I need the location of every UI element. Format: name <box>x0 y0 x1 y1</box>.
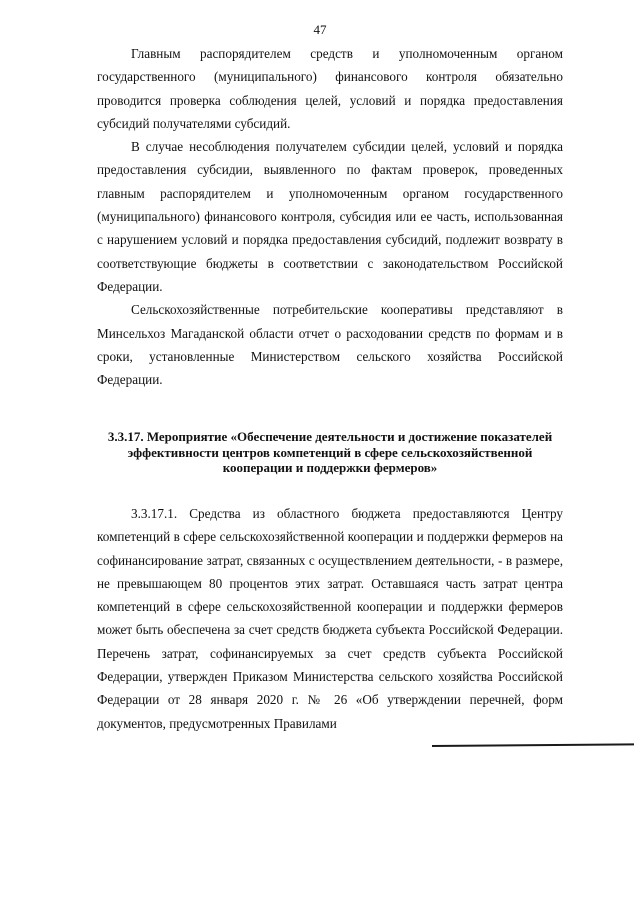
section-heading <box>97 429 563 476</box>
paragraph-control-check: Главным распорядителем средств и уполномоченным органом государственного (муниципального) финансового контроля обязательно проводится проверка соблюдения целей, условий и порядка предоставления субсидий получателями субсидий. <box>97 46 563 131</box>
page-number: 47 <box>313 22 327 37</box>
spacer <box>97 391 563 429</box>
section-number: 3.3.17. <box>107 429 144 445</box>
paragraph-cooperatives-report: Сельскохозяйственные потребительские кооперативы представляют в Минсельхоз Магаданской области отчет о расходовании средств по формам и в сроки, установленные Министерством сельского хозяйства Российской Федерации. <box>97 302 563 388</box>
bottom-rule-line <box>432 743 634 747</box>
paragraph-competence-center-funding: 3.3.17.1. Средства из областного бюджета предоставляются Центру компетенций в сфере сельскохозяйственной кооперации и поддержки фермеров на софинансирование затрат, связанных с осуществлением деятельности, - в размере, не превышающем 80 процентов этих затрат. Оставшаяся часть затрат центра компетенций в сфере сельскохозяйственной кооперации и поддержки фермеров может быть обеспечена за счет средств бюджета субъекта Российской Федерации. Перечень затрат, софинансируемых за счет средств субъекта Российской Федерации, утвержден Приказом Министерства сельского хозяйства Российской Федерации от 28 января 2020 г. № 26 «Об утверждении перечней, форм документов, предусмотренных Правилами <box>97 505 563 731</box>
section-title: Мероприятие «Обеспечение деятельности и достижение показателей эффективности центров компетенций в сфере сельскохозяйственной кооперации и поддержки фермеров» <box>127 429 553 476</box>
paragraph-subsidy-refund: В случае несоблюдения получателем субсидии целей, условий и порядка предоставления субсидии, выявленного по фактам проверок, проведенных главным распорядителем и уполномоченным органом государственного (муниципального) финансового контроля, субсидия или ее часть, использованная с нарушением условий и порядка предоставления субсидий, подлежит возврату в соответствующие бюджеты в соответствии с законодательством Российской Федерации. <box>97 139 563 294</box>
page-content <box>97 42 563 735</box>
spacer <box>97 476 563 502</box>
